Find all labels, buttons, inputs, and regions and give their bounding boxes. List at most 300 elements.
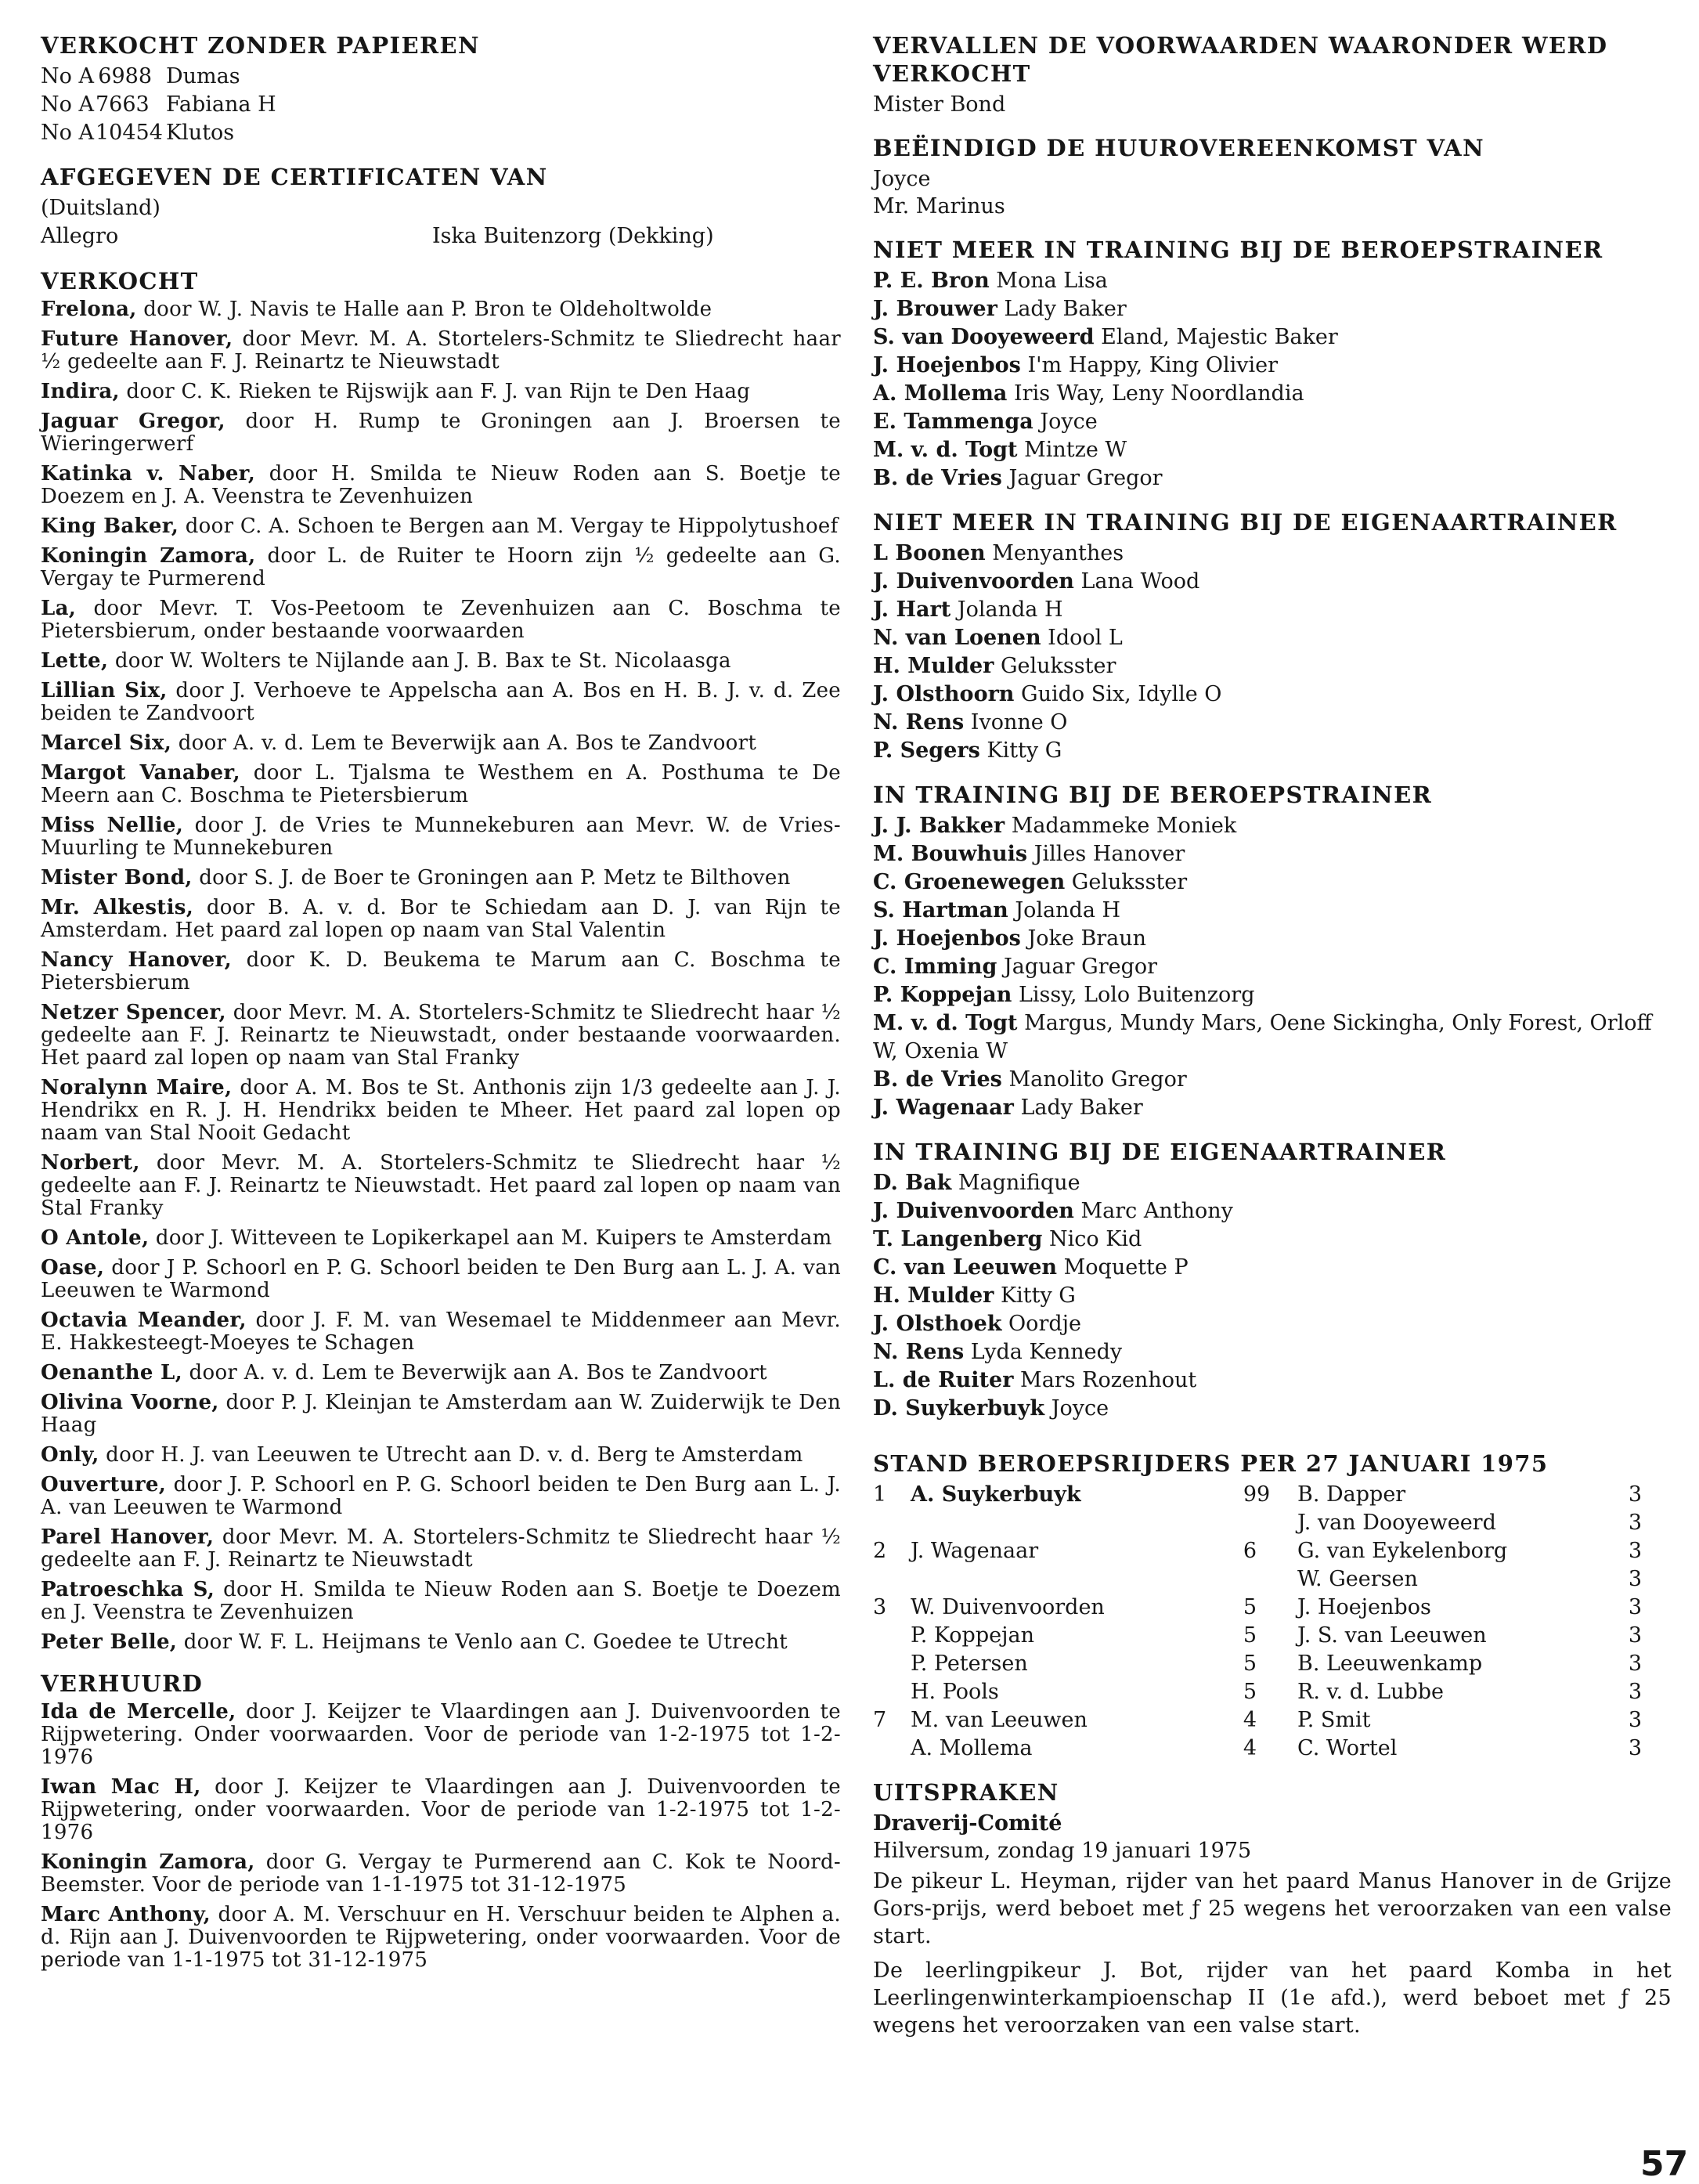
standing-rank: 1	[873, 1482, 887, 1507]
standings-section	[873, 1449, 1672, 1763]
horse-name: Dumas	[166, 64, 240, 88]
trainer-row	[873, 812, 1672, 840]
trainer-name: B. de Vries	[873, 466, 1002, 490]
certificate-note: (Duitsland)	[41, 196, 161, 220]
certificates-section	[41, 163, 841, 251]
entry-item	[41, 732, 841, 755]
horse-names: Geluksster	[1071, 870, 1188, 894]
entry-item	[41, 1152, 841, 1220]
no-longer-owner-section	[873, 508, 1672, 765]
standing-rider-2: P. Smit	[1297, 1708, 1371, 1732]
certificate-left: Allegro	[41, 224, 119, 248]
entry-item	[41, 463, 841, 508]
entry-text: door J. de Vries te Munnekeburen aan Mevr. W. de Vries-Muurling te Munnekeburen	[41, 814, 841, 860]
trainer-name: P. Koppejan	[873, 983, 1012, 1007]
standing-rider: J. Wagenaar	[911, 1539, 1039, 1563]
entry-text: door A. M. Bos te St. Anthonis zijn 1/3 gedeelte aan J. J. Hendrikx en R. J. H. Hendrikx beiden te Mheer. Het paard zal lopen op naam van Stal Nooit Gedacht	[41, 1076, 841, 1145]
trainer-name: P. E. Bron	[873, 269, 990, 293]
list-item: Mister Bond	[873, 92, 1006, 117]
standing-rank	[873, 1650, 911, 1678]
trainer-name: J. Hoejenbos	[873, 353, 1021, 377]
registration-prefix: No A	[41, 121, 94, 145]
standing-wins-2: 3	[1628, 1482, 1642, 1507]
section-heading: IN TRAINING BIJ DE EIGENAARTRAINER	[873, 1139, 1447, 1165]
section-heading: BEËINDIGD DE HUUROVEREENKOMST VAN	[873, 135, 1484, 161]
trainer-row	[873, 352, 1672, 380]
trainer-row	[873, 1094, 1672, 1122]
horse-name: Katinka v. Naber,	[41, 462, 256, 486]
entry-item	[41, 1362, 841, 1384]
entry-text: door H. Smilda te Nieuw Roden aan S. Boetje te Doezem en J. Veenstra te Zevenhuizen	[41, 1578, 841, 1624]
horse-names: Ivonne O	[970, 710, 1068, 735]
horse-name: Miss Nellie,	[41, 814, 184, 837]
trainer-name: S. van Dooyeweerd	[873, 325, 1095, 349]
section-heading: STAND BEROEPSRIJDERS PER 27 JANUARI 1975	[873, 1450, 1549, 1477]
trainer-row	[873, 925, 1672, 953]
section-heading: VERHUURD	[41, 1670, 204, 1697]
standing-wins: 5	[1243, 1652, 1257, 1676]
horse-names: Guido Six, Idylle O	[1021, 682, 1222, 706]
trainer-row	[873, 737, 1672, 765]
entry-item	[41, 650, 841, 673]
standing-rank	[873, 1622, 911, 1650]
entry-item	[41, 680, 841, 725]
entry-item	[41, 1392, 841, 1437]
standing-rider-2: B. Leeuwenkamp	[1297, 1652, 1483, 1676]
horse-name: Frelona,	[41, 298, 137, 321]
horse-names: Lana Wood	[1080, 569, 1200, 594]
horse-name: Noralynn Maire,	[41, 1076, 233, 1099]
trainer-row	[873, 295, 1672, 323]
entry-item	[41, 897, 841, 942]
trainer-name: J. Olsthoek	[873, 1312, 1002, 1336]
horse-names: Joyce	[1040, 410, 1098, 434]
standing-wins	[1216, 1565, 1257, 1594]
horse-name: Koningin Zamora,	[41, 1850, 255, 1874]
standing-wins: 5	[1243, 1623, 1257, 1648]
trainer-name: P. Segers	[873, 738, 980, 763]
trainer-row	[873, 680, 1672, 709]
entry-text: door Mevr. M. A. Stortelers-Schmitz te Sliedrecht haar ½ gedeelte aan F. J. Reinartz te Nieuwstadt	[41, 327, 841, 374]
leased-list	[41, 1701, 841, 1972]
horse-names: Kitty G	[1000, 1283, 1076, 1308]
standing-wins	[1216, 1509, 1257, 1537]
standing-rider-2: R. v. d. Lubbe	[1297, 1680, 1445, 1704]
horse-name: Marc Anthony,	[41, 1903, 211, 1926]
standing-rank: 3	[873, 1595, 887, 1619]
standing-rider-2: C. Wortel	[1297, 1736, 1398, 1760]
trainer-name: C. Imming	[873, 955, 997, 979]
entry-item	[41, 328, 841, 374]
trainer-row	[873, 1310, 1672, 1338]
entry-text: door L. Tjalsma te Westhem en A. Posthuma te De Meern aan C. Boschma te Pietersbierum	[41, 761, 841, 807]
trainer-name: H. Mulder	[873, 1283, 994, 1308]
standing-wins-2: 3	[1628, 1595, 1642, 1619]
entry-text: door L. de Ruiter te Hoorn zijn ½ gedeelte aan G. Vergay te Purmerend	[41, 544, 841, 590]
standing-rank-2	[1257, 1650, 1297, 1678]
no-longer-pro-section	[873, 236, 1672, 493]
horse-name: Octavia Meander,	[41, 1309, 247, 1332]
trainer-name: J. J. Bakker	[873, 814, 1005, 838]
registration-prefix: No A	[41, 64, 94, 88]
trainer-name: D. Bak	[873, 1171, 952, 1195]
trainer-row	[873, 1066, 1672, 1094]
entry-item	[41, 1526, 841, 1572]
section-heading: AFGEGEVEN DE CERTIFICATEN VAN	[41, 164, 548, 190]
trainer-row	[873, 1169, 1672, 1197]
trainer-name: J. Hart	[873, 597, 951, 622]
entry-item	[41, 1474, 841, 1519]
horse-name: Future Hanover,	[41, 327, 233, 351]
horse-name: O Antole,	[41, 1226, 150, 1250]
horse-name: Ouverture,	[41, 1473, 167, 1496]
horse-name: Mr. Alkestis,	[41, 896, 194, 919]
trainer-row	[873, 540, 1672, 568]
standing-rider: P. Koppejan	[911, 1623, 1034, 1648]
horse-names: Jaguar Gregor	[1003, 955, 1158, 979]
horse-names: Lady Baker	[1004, 297, 1127, 321]
standing-wins: 5	[1243, 1680, 1257, 1704]
standing-wins-2: 3	[1628, 1539, 1642, 1563]
entry-item	[41, 762, 841, 807]
trainer-name: T. Langenberg	[873, 1227, 1043, 1251]
standing-rank-2: 9	[1257, 1482, 1271, 1507]
standing-rank: 2	[873, 1539, 887, 1563]
horse-name: Indira,	[41, 380, 120, 403]
standing-wins: 6	[1243, 1539, 1257, 1563]
trainer-row	[873, 1395, 1672, 1423]
section-heading: VERVALLEN DE VOORWAARDEN WAARONDER WERD VERKOCHT	[873, 32, 1608, 87]
horse-names: Menyanthes	[992, 541, 1124, 565]
horse-name: Lillian Six,	[41, 679, 168, 702]
standing-rank: 7	[873, 1708, 887, 1732]
entry-text: door B. A. v. d. Bor te Schiedam aan D. J. van Rijn te Amsterdam. Het paard zal lopen op naam van Stal Valentin	[41, 896, 841, 942]
trainer-row	[873, 267, 1672, 295]
entry-item	[41, 814, 841, 860]
trainer-row	[873, 464, 1672, 493]
leased-section	[41, 1670, 841, 1972]
horse-names: Idool L	[1048, 626, 1123, 650]
trainer-row	[873, 1254, 1672, 1282]
entry-text: door J. Keijzer te Vlaardingen aan J. Duivenvoorden te Rijpwetering. Onder voorwaarden. Voor de periode van 1-2-1975 tot 1-2-1976	[41, 1700, 841, 1769]
standing-rank-2	[1257, 1537, 1297, 1565]
standing-wins: 5	[1243, 1595, 1257, 1619]
entry-item	[41, 1701, 841, 1769]
entry-item	[41, 1579, 841, 1624]
trainer-row	[873, 624, 1672, 652]
trainer-name: E. Tammenga	[873, 410, 1033, 434]
trainer-name: A. Mollema	[873, 381, 1008, 406]
registration-prefix: No A	[41, 92, 94, 117]
horse-names: Jolanda H	[957, 597, 1063, 622]
trainer-row	[873, 652, 1672, 680]
section-heading: UITSPRAKEN	[873, 1779, 1059, 1806]
entry-text: door J. Verhoeve te Appelscha aan A. Bos en H. B. J. v. d. Zee beiden te Zandvoort	[41, 679, 841, 725]
trainer-row	[873, 1226, 1672, 1254]
entry-text: door J. F. M. van Wesemael te Middenmeer aan Mevr. E. Hakkesteegt-Moeyes te Schagen	[41, 1309, 841, 1355]
trainer-list	[873, 812, 1672, 1122]
entry-item	[41, 1002, 841, 1070]
entry-text: door J. P. Schoorl en P. G. Schoorl beiden te Den Burg aan L. J. A. van Leeuwen te Warmond	[41, 1473, 841, 1519]
entry-text: door A. v. d. Lem te Beverwijk aan A. Bos te Zandvoort	[182, 1361, 767, 1384]
entry-text: door Mevr. M. A. Stortelers-Schmitz te Sliedrecht haar ½ gedeelte aan F. J. Reinartz te Nieuwstadt	[41, 1525, 842, 1572]
trainer-list	[873, 540, 1672, 765]
entry-item	[41, 1077, 841, 1145]
horse-name: Norbert,	[41, 1151, 140, 1175]
entry-text: door Mevr. M. A. Stortelers-Schmitz te Sliedrecht haar ½ gedeelte aan F. J. Reinartz te Nieuwstadt, onder bestaande voorwaarden. Het paard zal lopen op naam van Stal Franky	[41, 1001, 842, 1070]
horse-name: Jaguar Gregor,	[41, 410, 225, 433]
registration-number: 10454	[96, 121, 163, 145]
section-heading: NIET MEER IN TRAINING BIJ DE EIGENAARTRAINER	[873, 509, 1618, 536]
standing-rider: M. van Leeuwen	[911, 1708, 1088, 1732]
standing-wins: 9	[1243, 1482, 1257, 1507]
standing-rider-2: J. van Dooyeweerd	[1297, 1511, 1496, 1535]
trainer-row	[873, 436, 1672, 464]
entry-text: door H. J. van Leeuwen te Utrecht aan D. v. d. Berg te Amsterdam	[99, 1443, 803, 1467]
entry-item	[41, 381, 841, 403]
horse-names: Mars Rozenhout	[1020, 1368, 1197, 1392]
horse-names: Lady Baker	[1020, 1096, 1143, 1120]
entry-item	[41, 867, 841, 890]
trainer-name: J. Duivenvoorden	[873, 569, 1074, 594]
entry-text: door W. Wolters te Nijlande aan J. B. Bax te St. Nicolaasga	[108, 649, 731, 673]
trainer-list	[873, 267, 1672, 493]
ruling-paragraph: De leerlingpikeur J. Bot, rijder van het paard Komba in het Leerlingenwinterkampioenschap II (1e afd.), werd beboet met ƒ 25 wegens het veroorzaken van een valse start.	[873, 1958, 1672, 2038]
standing-wins-2: 3	[1628, 1623, 1642, 1648]
entry-item	[41, 1257, 841, 1302]
standing-rider-2: G. van Eykelenborg	[1297, 1539, 1508, 1563]
horse-name: Peter Belle,	[41, 1630, 178, 1654]
entry-text: door C. A. Schoen te Bergen aan M. Vergay te Hippolytushoef	[179, 514, 839, 538]
entry-text: door G. Vergay te Purmerend aan C. Kok te Noord-Beemster. Voor de periode van 1-1-1975 tot 31-12-1975	[41, 1850, 842, 1897]
list-item: Joyce	[873, 167, 931, 191]
horse-names: Manolito Gregor	[1008, 1067, 1187, 1092]
horse-names: Marc Anthony	[1080, 1199, 1233, 1223]
standing-wins-2: 3	[1628, 1567, 1642, 1591]
conditions-lapsed-section	[873, 31, 1672, 118]
entry-text: door S. J. de Boer te Groningen aan P. Metz te Bilthoven	[192, 866, 791, 890]
horse-name: Parel Hanover,	[41, 1525, 215, 1549]
horse-names: Geluksster	[1000, 654, 1116, 678]
ruling-paragraph: De pikeur L. Heyman, rijder van het paard Manus Hanover in de Grijze Gors-prijs, werd beboet met ƒ 25 wegens het veroorzaken van een valse start.	[873, 1869, 1672, 1948]
horse-names: Joke Braun	[1027, 926, 1147, 951]
horse-name: Ida de Mercelle,	[41, 1700, 236, 1724]
horse-name: Lette,	[41, 649, 109, 673]
trainer-name: N. Rens	[873, 710, 965, 735]
standing-wins-2: 3	[1628, 1708, 1642, 1732]
registration-number: 7663	[96, 92, 150, 117]
trainer-name: M. v. d. Togt	[873, 438, 1018, 462]
standing-rank	[873, 1565, 911, 1594]
trainer-name: J. Brouwer	[873, 297, 997, 321]
standing-rank-2	[1257, 1706, 1297, 1735]
horse-names: Moquette P	[1063, 1255, 1189, 1280]
trainer-name: M. Bouwhuis	[873, 842, 1028, 866]
section-heading: VERKOCHT	[41, 268, 199, 294]
entry-item	[41, 1776, 841, 1844]
trainer-row	[873, 868, 1672, 897]
lease-ended-section	[873, 134, 1672, 220]
entry-text: door K. D. Beukema te Marum aan C. Boschma te Pietersbierum	[41, 948, 841, 995]
standing-rank-2	[1257, 1622, 1297, 1650]
trainer-name: L Boonen	[873, 541, 986, 565]
entry-text: door C. K. Rieken te Rijswijk aan F. J. van Rijn te Den Haag	[119, 380, 751, 403]
trainer-row	[873, 408, 1672, 436]
standing-wins-2: 3	[1628, 1511, 1642, 1535]
entry-text: door Mevr. M. A. Stortelers-Schmitz te Sliedrecht haar ½ gedeelte aan F. J. Reinartz te Nieuwstadt. Het paard zal lopen op naam van Stal Franky	[41, 1151, 841, 1220]
horse-names: I'm Happy, King Olivier	[1027, 353, 1278, 377]
entry-item	[41, 1444, 841, 1467]
horse-name: Fabiana H	[166, 92, 276, 117]
trainer-name: C. Groenewegen	[873, 870, 1066, 894]
standing-rider-2: J. S. van Leeuwen	[1297, 1623, 1487, 1648]
horse-name: Margot Vanaber,	[41, 761, 240, 785]
standing-wins: 4	[1243, 1708, 1257, 1732]
trainer-row	[873, 897, 1672, 925]
certificate-right: Iska Buitenzorg (Dekking)	[432, 224, 714, 248]
entry-text: door A. v. d. Lem te Beverwijk aan A. Bos te Zandvoort	[171, 731, 757, 755]
registration-number: 6988	[98, 64, 152, 88]
entry-text: door W. J. Navis te Halle aan P. Bron te Oldeholtwolde	[136, 298, 712, 321]
standing-rider: A. Suykerbuyk	[911, 1482, 1081, 1507]
horse-name: La,	[41, 597, 77, 620]
horse-name: Oenanthe L,	[41, 1361, 182, 1384]
standing-rank-2	[1257, 1735, 1297, 1763]
entry-text: door J. Keijzer te Vlaardingen aan J. Duivenvoorden te Rijpwetering, onder voorwaarden. Voor de periode van 1-2-1975 tot 1-2-1976	[41, 1775, 841, 1844]
entry-item	[41, 1309, 841, 1355]
horse-names: Madammeke Moniek	[1011, 814, 1237, 838]
trainer-row	[873, 1366, 1672, 1395]
horse-name: Klutos	[166, 121, 235, 145]
horse-name: King Baker,	[41, 514, 179, 538]
trainer-name: J. Olsthoorn	[873, 682, 1015, 706]
horse-name: Oase,	[41, 1256, 105, 1280]
entry-item	[41, 1851, 841, 1897]
trainer-name: N. van Loenen	[873, 626, 1041, 650]
horse-names: Jolanda H	[1015, 898, 1121, 922]
section-heading: VERKOCHT ZONDER PAPIEREN	[41, 32, 480, 59]
trainer-name: L. de Ruiter	[873, 1368, 1014, 1392]
horse-names: Lissy, Lolo Buitenzorg	[1018, 983, 1255, 1007]
horse-name: Netzer Spencer,	[41, 1001, 226, 1024]
right-column	[873, 31, 1672, 2055]
horse-names: Mona Lisa	[996, 269, 1108, 293]
sold-list	[41, 298, 841, 1654]
trainer-row	[873, 1282, 1672, 1310]
entry-item	[41, 949, 841, 995]
trainer-name: D. Suykerbuyk	[873, 1396, 1045, 1421]
sold-without-papers-section	[41, 31, 841, 147]
horse-name: Olivina Voorne,	[41, 1391, 219, 1414]
horse-name: Patroeschka S,	[41, 1578, 215, 1601]
horse-name: Nancy Hanover,	[41, 948, 232, 972]
unsold-list	[41, 63, 841, 147]
standing-rank	[873, 1509, 911, 1537]
list-item: Mr. Marinus	[873, 194, 1005, 218]
standing-rider: H. Pools	[911, 1680, 999, 1704]
trainer-row	[873, 981, 1672, 1009]
horse-name: Koningin Zamora,	[41, 544, 256, 568]
standing-rank-2	[1257, 1565, 1297, 1594]
trainer-row	[873, 709, 1672, 737]
horse-names: Kitty G	[987, 738, 1062, 763]
trainer-row	[873, 323, 1672, 352]
entry-item	[41, 597, 841, 643]
horse-names: Margus, Mundy Mars, Oene Sickingha, Only Forest, Orloff W, Oxenia W	[873, 1011, 1652, 1063]
trainer-name: B. de Vries	[873, 1067, 1002, 1092]
entry-text: door A. M. Verschuur en H. Verschuur beiden te Alphen a. d. Rijn aan J. Duivenvoorden te Rijpwetering, onder voorwaarden. Voor de periode van 1-1-1975 tot 31-12-1975	[41, 1903, 841, 1972]
horse-name: Iwan Mac H,	[41, 1775, 201, 1799]
trainer-name: J. Hoejenbos	[873, 926, 1021, 951]
standing-rank	[873, 1678, 911, 1706]
standing-rider	[911, 1509, 1216, 1537]
certificate-row	[41, 222, 841, 251]
horse-name: Only,	[41, 1443, 99, 1467]
entry-text: door J. Witteveen te Lopikerkapel aan M. Kuipers te Amsterdam	[149, 1226, 832, 1250]
rulings-section	[873, 1778, 1672, 2039]
horse-name: Mister Bond,	[41, 866, 193, 890]
standing-rider-2: W. Geersen	[1297, 1567, 1418, 1591]
trainer-row	[873, 1197, 1672, 1226]
horse-names: Mintze W	[1024, 438, 1127, 462]
trainer-name: M. v. d. Togt	[873, 1011, 1018, 1035]
horse-names: Nico Kid	[1048, 1227, 1142, 1251]
standing-rider: W. Duivenvoorden	[911, 1595, 1105, 1619]
entry-item	[41, 545, 841, 590]
horse-names: Magnifique	[958, 1171, 1080, 1195]
entry-text: door H. Smilda te Nieuw Roden aan S. Boetje te Doezem en J. A. Veenstra te Zevenhuizen	[41, 462, 841, 508]
standing-wins-2: 3	[1628, 1652, 1642, 1676]
entry-item	[41, 410, 841, 456]
section-heading: NIET MEER IN TRAINING BIJ DE BEROEPSTRAINER	[873, 236, 1603, 263]
horse-names: Lyda Kennedy	[970, 1340, 1123, 1364]
standing-rider	[911, 1565, 1216, 1594]
trainer-name: H. Mulder	[873, 654, 994, 678]
entry-item	[41, 1227, 841, 1250]
standing-rider: P. Petersen	[911, 1652, 1028, 1676]
trainer-name: N. Rens	[873, 1340, 965, 1364]
horse-names: Oordje	[1008, 1312, 1081, 1336]
trainer-row	[873, 840, 1672, 868]
trainer-list	[873, 1169, 1672, 1423]
horse-names: Eland, Majestic Baker	[1101, 325, 1338, 349]
trainer-name: S. Hartman	[873, 898, 1008, 922]
horse-names: Iris Way, Leny Noordlandia	[1014, 381, 1304, 406]
standing-rank-2	[1257, 1594, 1297, 1622]
sold-section	[41, 267, 841, 1654]
in-pro-section	[873, 781, 1672, 1122]
standing-rider-2: J. Hoejenbos	[1297, 1595, 1431, 1619]
horse-names: Jilles Hanover	[1033, 842, 1185, 866]
entry-item	[41, 1904, 841, 1972]
standing-rider-2: B. Dapper	[1297, 1482, 1406, 1507]
trainer-row	[873, 596, 1672, 624]
standing-rider: A. Mollema	[911, 1736, 1033, 1760]
trainer-row	[873, 1338, 1672, 1366]
trainer-row	[873, 953, 1672, 981]
spacer	[873, 1439, 1672, 1449]
trainer-name: C. van Leeuwen	[873, 1255, 1058, 1280]
left-column	[41, 31, 841, 1987]
entry-text: door W. F. L. Heijmans te Venlo aan C. Goedee te Utrecht	[177, 1630, 788, 1654]
page-number: 57	[1640, 2144, 1689, 2184]
entry-item	[41, 1631, 841, 1654]
in-owner-section	[873, 1138, 1672, 1423]
entry-text: door H. Rump te Groningen aan J. Broersen te Wieringerwerf	[41, 410, 841, 456]
section-heading: IN TRAINING BIJ DE BEROEPSTRAINER	[873, 782, 1433, 808]
standing-wins: 4	[1243, 1736, 1257, 1760]
standings-table	[873, 1481, 1672, 1763]
